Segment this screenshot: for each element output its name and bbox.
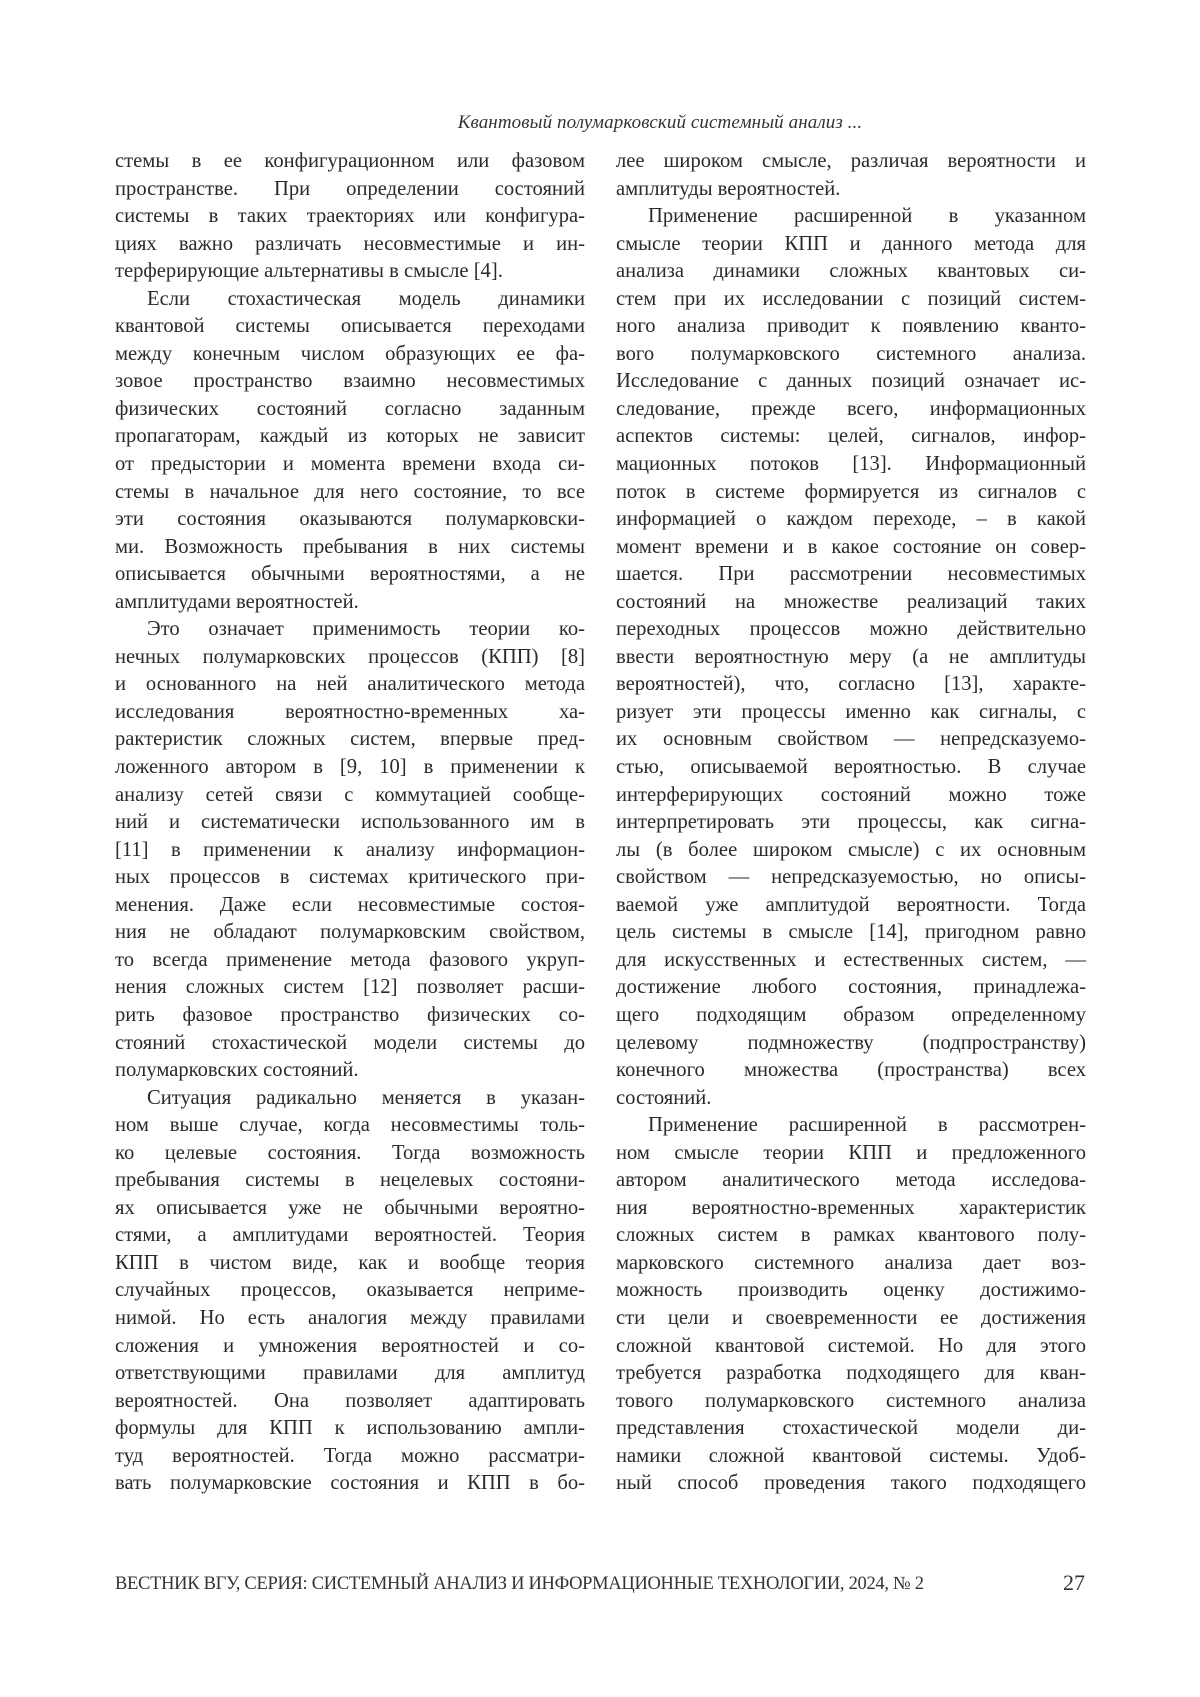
text-line: исследования вероятностно-временных ха- bbox=[115, 700, 585, 723]
text-line: описывается обычными вероятностями, а не bbox=[115, 563, 585, 586]
text-line: случайных процессов, оказывается неприме- bbox=[115, 1279, 585, 1302]
text-line: шается. При рассмотрении несовместимых bbox=[616, 563, 1086, 586]
text-line: мационных потоков [13]. Информационный bbox=[616, 453, 1086, 476]
text-line: сложения и умножения вероятностей и со- bbox=[115, 1334, 585, 1357]
text-column-right bbox=[616, 148, 1086, 1498]
text-line: физических состояний согласно заданным bbox=[115, 397, 585, 420]
text-line: Применение расширенной в указанном bbox=[648, 205, 1086, 228]
text-line: следование, прежде всего, информационных bbox=[616, 397, 1086, 420]
text-line: формулы для КПП к использованию ампли- bbox=[115, 1417, 585, 1440]
text-line: между конечным числом образующих ее фа- bbox=[115, 342, 585, 365]
text-line: ний и систематически использованного им в bbox=[115, 811, 585, 834]
text-line: ваемой уже амплитудой вероятности. Тогда bbox=[616, 893, 1086, 916]
text-line: интерпретировать эти процессы, как сигна- bbox=[616, 811, 1086, 834]
text-line: зовое пространство взаимно несовместимых bbox=[115, 370, 585, 393]
text-line: туд вероятностей. Тогда можно рассматри- bbox=[115, 1444, 585, 1467]
text-line: щего подходящим образом определенному bbox=[616, 1003, 1086, 1026]
journal-title: ВЕСТНИК ВГУ, СЕРИЯ: СИСТЕМНЫЙ АНАЛИЗ И ИНФОРМАЦИОННЫЕ ТЕХНОЛОГИИ, 2024, № 2 bbox=[115, 1574, 924, 1594]
text-line: ко целевые состояния. Тогда возможность bbox=[115, 1141, 585, 1164]
text-line: анализу сетей связи с коммутацией сообще- bbox=[115, 783, 585, 806]
text-line: для искусственных и естественных систем, — bbox=[616, 948, 1086, 971]
text-line: стем при их исследовании с позиций систем- bbox=[616, 287, 1086, 310]
text-line: автором аналитического метода исследова- bbox=[616, 1169, 1086, 1192]
text-line: стями, а амплитудами вероятностей. Теория bbox=[115, 1224, 585, 1247]
text-line: пространстве. При определении состояний bbox=[115, 177, 585, 200]
text-line: эти состояния оказываются полумарковски- bbox=[115, 508, 585, 531]
text-line: вого полумарковского системного анализа. bbox=[616, 342, 1086, 365]
text-line: марковского системного анализа дает воз- bbox=[616, 1251, 1086, 1274]
text-line: Исследование с данных позиций означает ис- bbox=[616, 370, 1086, 393]
text-line: нимой. Но есть аналогия между правилами bbox=[115, 1306, 585, 1329]
text-line: поток в системе формируется из сигналов с bbox=[616, 480, 1086, 503]
text-line: аспектов системы: целей, сигналов, инфор- bbox=[616, 425, 1086, 448]
text-line: полумарковских состояний. bbox=[115, 1059, 359, 1082]
text-line: Это означает применимость теории ко- bbox=[147, 618, 585, 641]
text-line: стемы в начальное для него состояние, то все bbox=[115, 480, 585, 503]
text-line: требуется разработка подходящего для кван- bbox=[616, 1362, 1086, 1385]
text-line: цель системы в смысле [14], пригодном равно bbox=[616, 921, 1086, 944]
text-line: сложной квантовой системой. Но для этого bbox=[616, 1334, 1086, 1357]
text-line: Ситуация радикально меняется в указан- bbox=[147, 1086, 585, 1109]
text-line: конечного множества (пространства) всех bbox=[616, 1059, 1086, 1082]
text-line: состояний. bbox=[616, 1086, 712, 1109]
text-line: Применение расширенной в рассмотрен- bbox=[648, 1114, 1086, 1137]
text-line: ризует эти процессы именно как сигналы, с bbox=[616, 700, 1086, 723]
text-line: нения сложных систем [12] позволяет расши- bbox=[115, 976, 585, 999]
text-line: менения. Даже если несовместимые состоя- bbox=[115, 893, 585, 916]
text-line: терферирующие альтернативы в смысле [4]. bbox=[115, 260, 503, 283]
text-line: сти цели и своевременности ее достижения bbox=[616, 1306, 1086, 1329]
text-line: можность производить оценку достижимо- bbox=[616, 1279, 1086, 1302]
text-line: ных процессов в системах критического при- bbox=[115, 866, 585, 889]
text-line: смысле теории КПП и данного метода для bbox=[616, 232, 1086, 255]
text-line: вероятностей), что, согласно [13], характе- bbox=[616, 673, 1086, 696]
text-line: ном выше случае, когда несовместимы толь- bbox=[115, 1114, 585, 1137]
text-line: целевому подмножеству (подпространству) bbox=[616, 1031, 1086, 1054]
text-line: стемы в ее конфигурационном или фазовом bbox=[115, 150, 585, 172]
text-line: [11] в применении к анализу информацион- bbox=[115, 838, 585, 861]
text-line: их основным свойством — непредсказуемо- bbox=[616, 728, 1086, 751]
text-line: стью, описываемой вероятностью. В случае bbox=[616, 756, 1086, 779]
text-line: свойством — непредсказуемостью, но описы- bbox=[616, 866, 1086, 889]
text-line: лы (в более широком смысле) с их основным bbox=[616, 838, 1086, 861]
text-line: вероятностей. Она позволяет адаптировать bbox=[115, 1389, 585, 1412]
text-line: интерферирующих состояний можно тоже bbox=[616, 783, 1086, 806]
text-line: то всегда применение метода фазового укруп- bbox=[115, 948, 585, 971]
text-line: лее широком смысле, различая вероятности и bbox=[616, 150, 1086, 172]
text-line: ях описывается уже не обычными вероятно- bbox=[115, 1196, 585, 1219]
text-line: состояний на множестве реализаций таких bbox=[616, 590, 1086, 613]
text-line: амплитуды вероятностей. bbox=[616, 177, 841, 200]
text-line: рактеристик сложных систем, впервые пред- bbox=[115, 728, 585, 751]
text-line: тового полумарковского системного анализа bbox=[616, 1389, 1086, 1412]
text-line: анализа динамики сложных квантовых си- bbox=[616, 260, 1086, 283]
text-line: Если стохастическая модель динамики bbox=[147, 287, 585, 310]
text-line: ный способ проведения такого подходящего bbox=[616, 1472, 1086, 1495]
text-line: сложных систем в рамках квантового полу- bbox=[616, 1224, 1086, 1247]
text-line: ного анализа приводит к появлению кванто- bbox=[616, 315, 1086, 338]
text-line: от предыстории и момента времени входа си- bbox=[115, 453, 585, 476]
text-line: достижение любого состояния, принадлежа- bbox=[616, 976, 1086, 999]
text-column-left bbox=[115, 148, 585, 1498]
text-line: ния не обладают полумарковским свойством, bbox=[115, 921, 585, 944]
text-line: рить фазовое пространство физических со- bbox=[115, 1003, 585, 1026]
text-line: вать полумарковские состояния и КПП в бо- bbox=[115, 1472, 585, 1495]
text-line: системы в таких траекториях или конфигура- bbox=[115, 205, 585, 228]
page-number: 27 bbox=[1063, 1570, 1085, 1595]
text-line: амплитудами вероятностей. bbox=[115, 590, 359, 613]
text-line: и основанного на ней аналитического метода bbox=[115, 673, 585, 696]
running-title: Квантовый полумарковский системный анализ ... bbox=[457, 112, 863, 133]
text-line: квантовой системы описывается переходами bbox=[115, 315, 585, 338]
text-line: ложенного автором в [9, 10] в применении к bbox=[115, 756, 585, 779]
text-line: информацией о каждом переходе, – в какой bbox=[616, 508, 1086, 531]
text-line: ном смысле теории КПП и предложенного bbox=[616, 1141, 1086, 1164]
text-line: пропагаторам, каждый из которых не зависит bbox=[115, 425, 585, 448]
text-line: циях важно различать несовместимые и ин- bbox=[115, 232, 585, 255]
text-line: ния вероятностно-временных характеристик bbox=[616, 1196, 1086, 1219]
text-line: момент времени и в какое состояние он совер- bbox=[616, 535, 1086, 558]
text-line: ввести вероятностную меру (а не амплитуды bbox=[616, 645, 1086, 668]
text-line: представления стохастической модели ди- bbox=[616, 1417, 1086, 1440]
text-line: нечных полумарковских процессов (КПП) [8] bbox=[115, 645, 585, 668]
text-line: пребывания системы в нецелевых состояни- bbox=[115, 1169, 585, 1192]
text-line: КПП в чистом виде, как и вообще теория bbox=[115, 1251, 585, 1274]
text-line: стояний стохастической модели системы до bbox=[115, 1031, 585, 1054]
text-line: переходных процессов можно действительно bbox=[616, 618, 1086, 641]
text-line: намики сложной квантовой системы. Удоб- bbox=[616, 1444, 1086, 1467]
text-line: ми. Возможность пребывания в них системы bbox=[115, 535, 585, 558]
text-line: ответствующими правилами для амплитуд bbox=[115, 1362, 585, 1385]
